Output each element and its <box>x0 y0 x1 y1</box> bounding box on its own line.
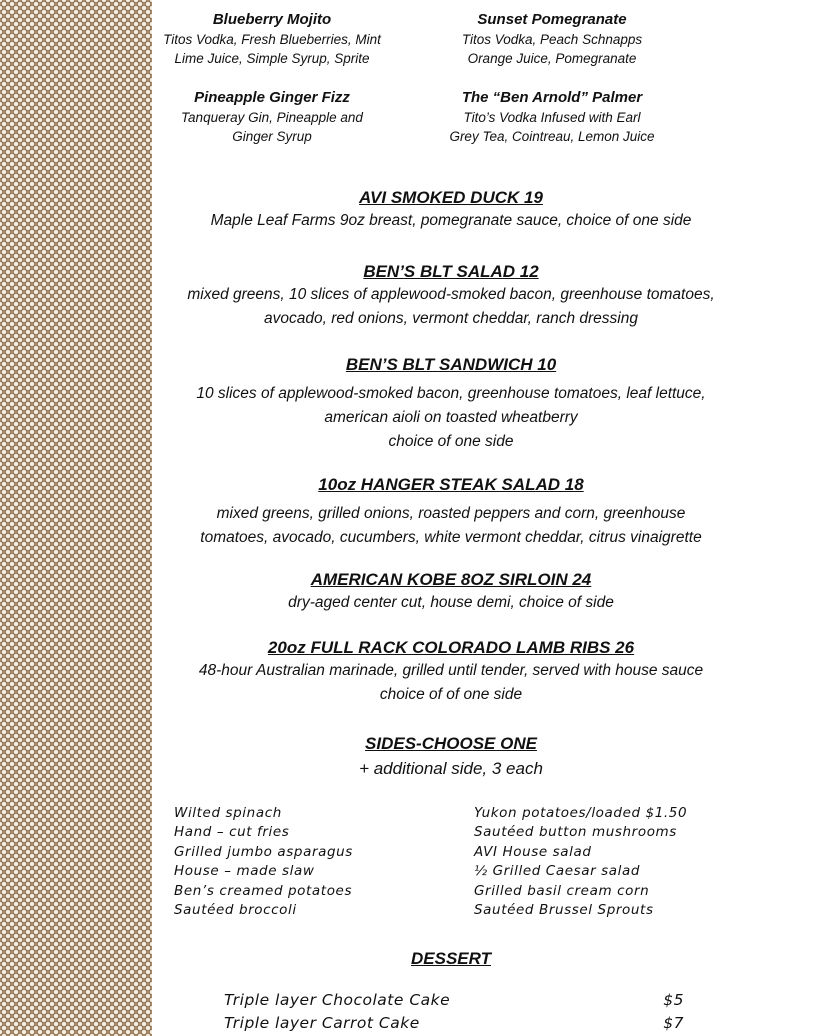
cocktail-list <box>152 10 752 146</box>
sides-title: SIDES-CHOOSE ONE <box>365 734 537 753</box>
menu-item-kobe-sirloin <box>152 569 750 615</box>
cocktail-desc: Ginger Syrup <box>232 129 312 144</box>
sides-column-left <box>174 804 474 920</box>
menu-item-desc: Maple Leaf Farms 9oz breast, pomegranate sauce, choice of one side <box>210 212 692 229</box>
menu-item-desc: tomatoes, avocado, cucumbers, white vermont cheddar, citrus vinaigrette <box>200 529 702 546</box>
menu-item-title: AMERICAN KOBE 8OZ SIRLOIN 24 <box>310 570 592 589</box>
menu-item-smoked-duck <box>152 187 750 233</box>
menu-item-desc: avocado, red onions, vermont cheddar, ranch dressing <box>264 310 638 327</box>
side-item: Wilted spinach <box>174 805 282 821</box>
sides-column-right <box>474 804 734 920</box>
cocktail-desc: Titos Vodka, Peach Schnapps <box>461 32 643 47</box>
menu-item-title: 20oz FULL RACK COLORADO LAMB RIBS 26 <box>267 638 635 657</box>
menu-item-title: BEN’S BLT SANDWICH 10 <box>345 355 557 374</box>
cocktail-name: Sunset Pomegranate <box>477 11 627 28</box>
menu-item-blt-salad <box>152 261 750 331</box>
sides-header <box>152 733 750 782</box>
menu-item-title: BEN’S BLT SALAD 12 <box>363 262 539 281</box>
dessert-header <box>152 948 750 970</box>
menu-item-desc: mixed greens, 10 slices of applewood-smoked bacon, greenhouse tomatoes, <box>187 286 715 303</box>
dessert-list <box>224 989 684 1035</box>
dessert-name: Triple layer Chocolate Cake <box>224 991 451 1009</box>
side-item: AVI House salad <box>474 843 592 860</box>
menu-item-title: AVI SMOKED DUCK 19 <box>359 188 543 207</box>
side-item: ½ Grilled Caesar salad <box>474 863 641 880</box>
menu-page <box>152 0 827 1036</box>
menu-item-desc: dry-aged center cut, house demi, choice of side <box>288 594 614 611</box>
menu-item-title: 10oz HANGER STEAK SALAD 18 <box>318 475 584 494</box>
cocktail-pineapple-ginger-fizz <box>152 88 392 146</box>
menu-item-desc: american aioli on toasted wheatberry <box>324 409 578 426</box>
cocktail-desc: Lime Juice, Simple Syrup, Sprite <box>174 51 370 66</box>
cocktail-name: Pineapple Ginger Fizz <box>194 89 350 106</box>
menu-item-desc: choice of of one side <box>379 686 523 703</box>
dessert-name: Triple layer Carrot Cake <box>224 1014 420 1032</box>
menu-item-blt-sandwich <box>152 354 750 454</box>
sides-note: + additional side, 3 each <box>359 759 543 778</box>
dessert-item <box>224 1012 684 1035</box>
cocktail-desc: Tanqueray Gin, Pineapple and <box>181 110 363 125</box>
cocktail-desc: Titos Vodka, Fresh Blueberries, Mint <box>163 32 381 47</box>
menu-item-desc: 48-hour Australian marinade, grilled until tender, served with house sauce <box>198 662 704 679</box>
cocktail-blueberry-mojito <box>152 10 392 68</box>
cocktail-desc: Tito’s Vodka Infused with Earl <box>463 110 641 125</box>
side-item: Sautéed Brussel Sprouts <box>474 902 654 919</box>
menu-item-desc: choice of one side <box>388 433 514 450</box>
cocktail-ben-arnold-palmer <box>422 88 682 146</box>
side-item: Sautéed broccoli <box>174 902 297 919</box>
side-item: Ben’s creamed potatoes <box>174 882 353 899</box>
decorative-border <box>0 0 152 1036</box>
menu-item-hanger-steak-salad <box>152 474 750 550</box>
dessert-price: $7 <box>663 1014 684 1032</box>
cocktail-desc: Grey Tea, Cointreau, Lemon Juice <box>449 129 655 144</box>
cocktail-desc: Orange Juice, Pomegranate <box>467 51 637 66</box>
cocktail-name: The “Ben Arnold” Palmer <box>461 89 643 106</box>
side-item: Sautéed button mushrooms <box>474 824 677 841</box>
menu-item-desc: mixed greens, grilled onions, roasted peppers and corn, greenhouse <box>216 505 686 522</box>
side-item: Grilled jumbo asparagus <box>174 843 353 860</box>
dessert-item <box>224 989 684 1012</box>
menu-item-desc: 10 slices of applewood-smoked bacon, greenhouse tomatoes, leaf lettuce, <box>196 385 706 402</box>
side-item: Hand – cut fries <box>174 824 290 841</box>
side-item: House – made slaw <box>174 863 315 880</box>
dessert-price: $5 <box>663 991 684 1009</box>
dessert-title: DESSERT <box>411 949 491 968</box>
menu-item-lamb-ribs <box>152 637 750 707</box>
cocktail-sunset-pomegranate <box>422 10 682 68</box>
cocktail-name: Blueberry Mojito <box>212 11 332 28</box>
side-item: Grilled basil cream corn <box>474 882 650 899</box>
sides-list <box>174 804 734 920</box>
side-item: Yukon potatoes/loaded $1.50 <box>474 805 688 821</box>
